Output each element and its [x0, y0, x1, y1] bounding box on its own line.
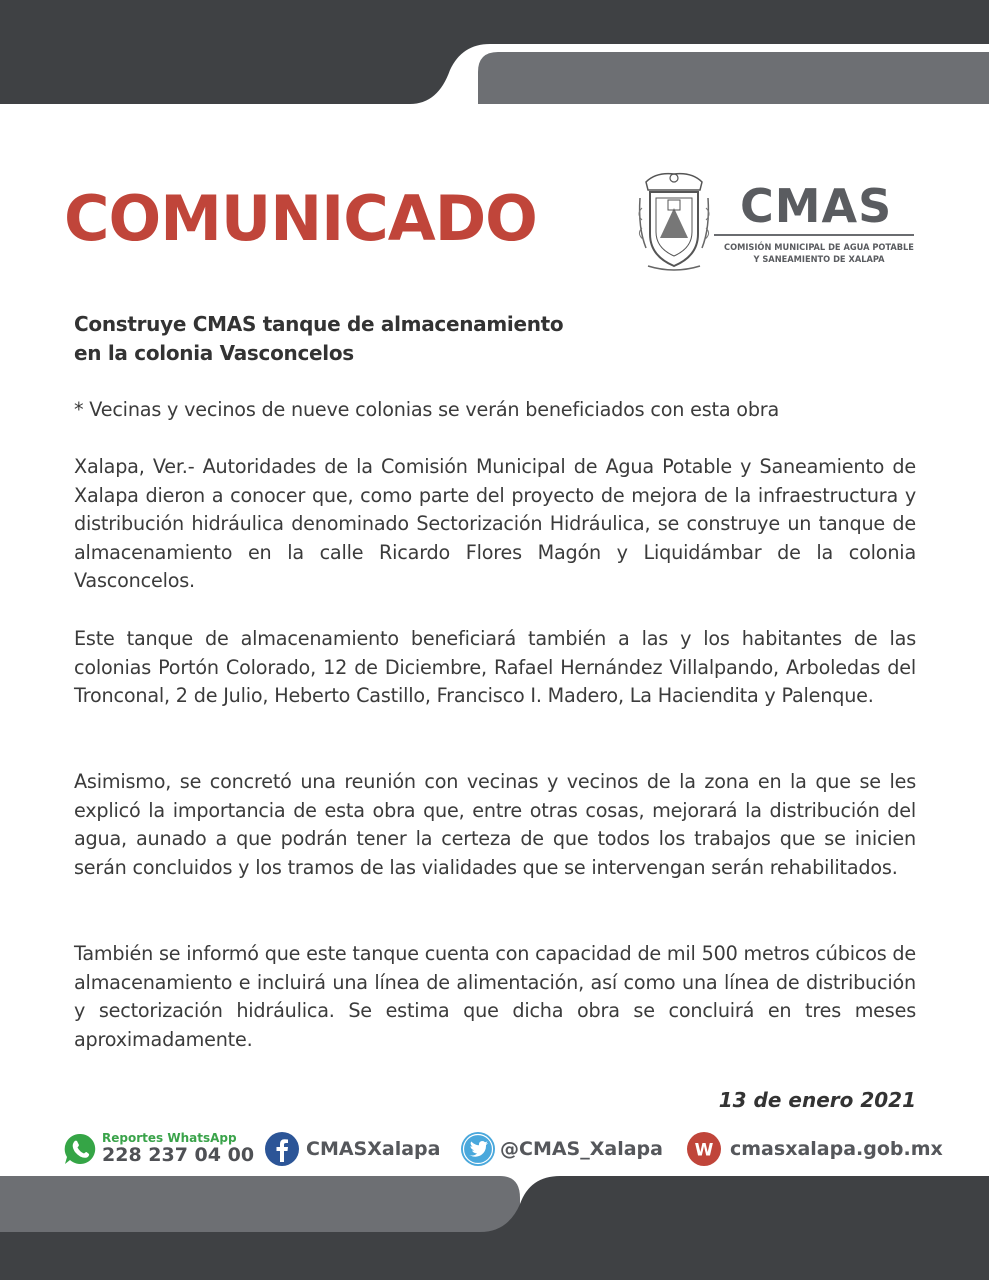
whatsapp-number[interactable]: 228 237 04 00 — [102, 1144, 255, 1166]
facebook-handle[interactable]: CMASXalapa — [306, 1138, 441, 1160]
logo-subtitle — [712, 242, 926, 266]
twitter-icon — [460, 1131, 496, 1167]
top-decorative-band — [0, 0, 989, 106]
whatsapp-contact[interactable] — [62, 1128, 254, 1170]
article-paragraph-3: Asimismo, se concretó una reunión con vecinas y vecinos de la zona en la que se les explicó la importancia de esta obra que, entre otras cosas, mejorará la distribución del agua, aunado a que podrán tener la certeza de que todos los trabajos que se inicien serán concluidos y los tramos de las vialidades que se intervengan serán rehabilitados. — [74, 770, 916, 879]
logo-divider — [714, 234, 914, 236]
whatsapp-icon — [62, 1131, 98, 1167]
headline-line2: en la colonia Vasconcelos — [74, 341, 354, 365]
article-headline — [74, 310, 634, 368]
facebook-contact[interactable] — [264, 1128, 440, 1170]
website-url[interactable]: cmasxalapa.gob.mx — [730, 1138, 943, 1160]
article-paragraph-2: Este tanque de almacenamiento beneficiará también a las y los habitantes de las colonias Portón Colorado, 12 de Diciembre, Rafael Hernández Villalpando, Arboledas del Tronconal, 2 de Julio, Heberto Castillo, Francisco I. Madero, La Haciendita y Palenque. — [74, 627, 916, 708]
page-title: COMUNICADO — [64, 182, 537, 255]
city-coat-of-arms-icon — [636, 168, 712, 272]
twitter-handle[interactable]: @CMAS_Xalapa — [500, 1138, 663, 1160]
logo-subtitle-line1: COMISIÓN MUNICIPAL DE AGUA POTABLE — [724, 242, 914, 253]
article-subhead: * Vecinas y vecinos de nueve colonias se verán beneficiados con esta obra — [74, 398, 780, 421]
svg-text:W: W — [694, 1140, 714, 1161]
website-contact[interactable] — [686, 1128, 943, 1170]
website-icon — [686, 1131, 722, 1167]
bottom-decorative-band — [0, 1174, 989, 1280]
article-date: 13 de enero 2021 — [718, 1088, 916, 1112]
twitter-contact[interactable] — [460, 1128, 663, 1170]
whatsapp-label: Reportes WhatsApp — [102, 1131, 237, 1145]
article-paragraph-4: También se informó que este tanque cuenta con capacidad de mil 500 metros cúbicos de almacenamiento e incluirá una línea de alimentación, así como una línea de distribución y sectorización hidráulica. Se estima que dicha obra se concluirá en tres meses aproximadamente. — [74, 942, 917, 1051]
logo-subtitle-line2: Y SANEAMIENTO DE XALAPA — [753, 254, 885, 265]
facebook-icon — [264, 1131, 300, 1167]
headline-line1: Construye CMAS tanque de almacenamiento — [74, 312, 564, 336]
article-paragraph-1: Xalapa, Ver.- Autoridades de la Comisión Municipal de Agua Potable y Saneamiento de Xalapa dieron a conocer que, como parte del proyecto de mejora de la infraestructura y distribución hidráulica denominado Sectorización Hidráulica, se construye un tanque de almacenamiento en la calle Ricardo Flores Magón y Liquidámbar de la colonia Vasconcelos. — [74, 455, 916, 593]
logo-name: CMAS — [740, 179, 893, 233]
